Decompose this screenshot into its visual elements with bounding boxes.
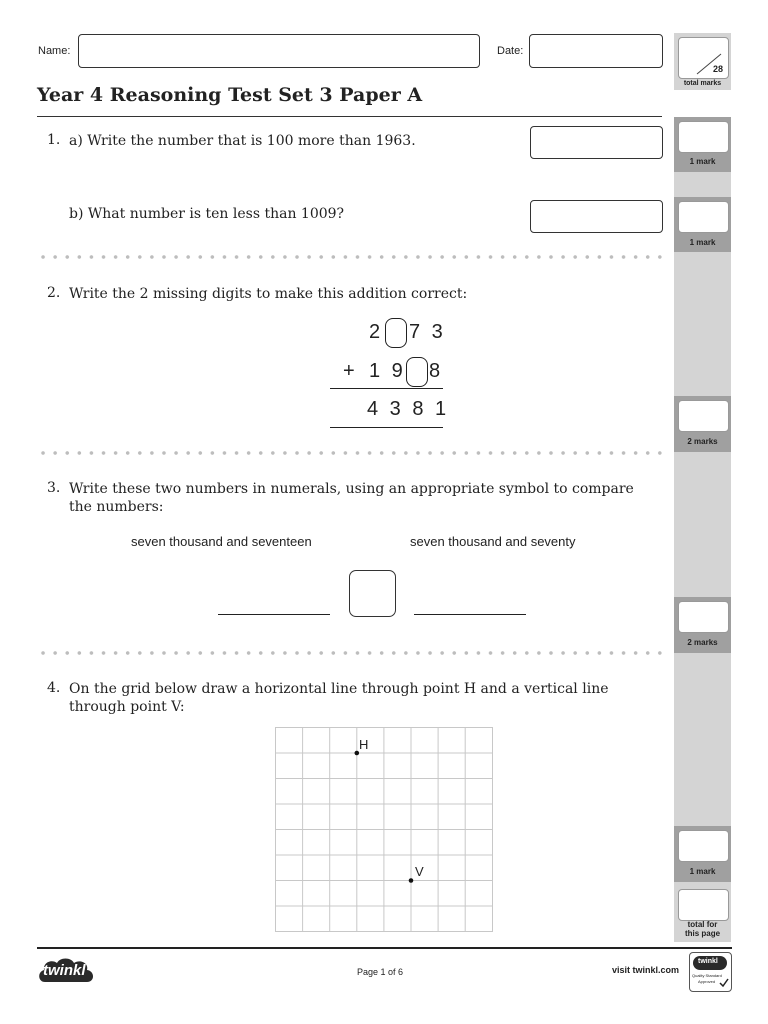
missing-digit-box-2[interactable] [406,357,428,387]
total-marks-value: 28 [712,64,723,74]
q3-answer-line-left[interactable] [218,614,330,615]
page-number: Page 1 of 6 [357,967,404,977]
q3-word-right: seven thousand and seventy [410,534,576,549]
sum-row2-digits-a: 1 9 [369,360,406,382]
logo-text: twinkl [43,962,86,979]
page-total-label-1: total for [687,920,718,929]
marks-label-q4: 1 mark [689,867,716,876]
marks-label-q1b: 1 mark [689,238,716,247]
q1-number: 1. [47,132,61,148]
missing-digit-box-1[interactable] [385,318,407,348]
badge-logo-text: twinkl [698,958,718,965]
q3-word-left: seven thousand and seventeen [131,534,312,549]
date-label: Date: [497,45,524,57]
date-field[interactable] [529,34,663,68]
page-title: Year 4 Reasoning Test Set 3 Paper A [37,84,423,106]
q4-number: 4. [47,680,61,696]
badge-text-line2: Approved [698,979,716,984]
q2-text: Write the 2 missing digits to make this addition correct: [69,286,468,302]
marks-label-q1a: 1 mark [689,157,716,166]
q4-text-line2: through point V: [69,699,185,715]
visit-link[interactable]: visit twinkl.com [612,965,680,975]
twinkl-logo [37,955,97,988]
sum-line-top [330,388,443,389]
mark-box-q1a[interactable] [678,121,729,153]
quality-badge [689,952,732,992]
point-v-label: V [415,864,424,879]
coordinate-grid[interactable] [275,727,493,932]
total-marks-label: total marks [683,80,722,87]
sum-plus-sign: + [343,360,358,382]
sum-row2-digit-b: 8 [429,360,444,382]
marks-label-q2: 2 marks [687,437,718,446]
q3-answer-line-right[interactable] [414,614,526,615]
badge-text-line1: Quality Standard [692,973,722,978]
mark-box-q3[interactable] [678,601,729,633]
footer-rule [37,947,732,949]
sum-line-bottom [330,427,443,428]
q3-text-line2: the numbers: [69,499,164,515]
dotted-divider [37,451,662,455]
q3-text-line1: Write these two numbers in numerals, using an appropriate symbol to compare [69,481,634,497]
sum-result: 4 3 8 1 [367,398,450,420]
q1b-text: b) What number is ten less than 1009? [69,206,345,222]
name-label: Name: [38,45,71,57]
q3-number: 3. [47,480,61,496]
total-marks-box[interactable] [678,37,729,79]
point-h-label: H [359,737,369,752]
mark-box-q1b[interactable] [678,201,729,233]
dotted-divider [37,651,662,655]
sum-row1-digits-b: 7 3 [409,321,446,343]
q2-number: 2. [47,285,61,301]
point-v-dot [409,878,414,883]
checkmark-icon [719,978,729,988]
q4-text-line1: On the grid below draw a horizontal line through point H and a vertical line [69,681,609,697]
dotted-divider [37,255,662,259]
name-field[interactable] [78,34,480,68]
q1a-text: a) Write the number that is 100 more than 1963. [69,133,416,149]
q1b-answer-box[interactable] [530,200,663,233]
title-rule [37,116,662,117]
page-total-box[interactable] [678,889,729,921]
q1a-answer-box[interactable] [530,126,663,159]
mark-box-q4[interactable] [678,830,729,862]
marks-label-q3: 2 marks [687,638,718,647]
q3-symbol-box[interactable] [349,570,396,617]
mark-box-q2[interactable] [678,400,729,432]
sum-row1-digit-a: 2 [369,321,384,343]
page-total-label-2: this page [684,929,721,938]
